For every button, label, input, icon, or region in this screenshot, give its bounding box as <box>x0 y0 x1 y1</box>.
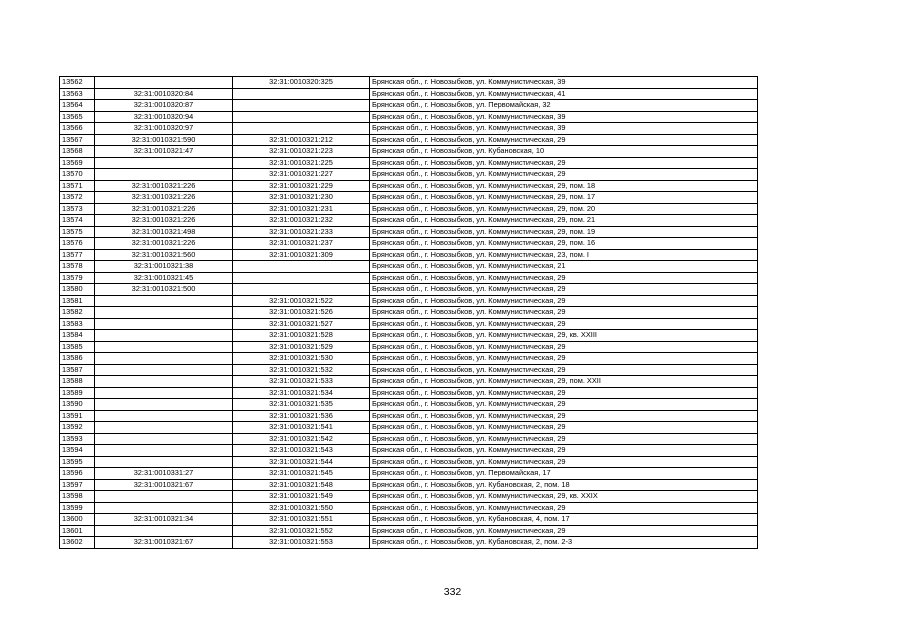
row-number-cell: 13601 <box>60 525 95 537</box>
cadastral-table-body <box>60 77 758 549</box>
building-cadastral-number-cell: 32:31:0010321:231 <box>233 203 370 215</box>
row-number-cell: 13597 <box>60 479 95 491</box>
land-cadastral-number-cell: 32:31:0010321:498 <box>95 226 233 238</box>
table-row <box>60 307 758 319</box>
land-cadastral-number-cell: 32:31:0010321:500 <box>95 284 233 296</box>
address-cell: Брянская обл., г. Новозыбков, ул. Кубановская, 4, пом. 17 <box>370 514 758 526</box>
building-cadastral-number-cell: 32:31:0010321:233 <box>233 226 370 238</box>
building-cadastral-number-cell: 32:31:0010321:530 <box>233 353 370 365</box>
table-row <box>60 157 758 169</box>
land-cadastral-number-cell <box>95 422 233 434</box>
row-number-cell: 13565 <box>60 111 95 123</box>
building-cadastral-number-cell: 32:31:0010321:552 <box>233 525 370 537</box>
land-cadastral-number-cell: 32:31:0010331:27 <box>95 468 233 480</box>
land-cadastral-number-cell <box>95 502 233 514</box>
table-row <box>60 433 758 445</box>
table-row <box>60 410 758 422</box>
land-cadastral-number-cell: 32:31:0010321:226 <box>95 215 233 227</box>
table-row <box>60 100 758 112</box>
land-cadastral-number-cell <box>95 433 233 445</box>
building-cadastral-number-cell: 32:31:0010321:225 <box>233 157 370 169</box>
table-row <box>60 330 758 342</box>
address-cell: Брянская обл., г. Новозыбков, ул. Коммунистическая, 29 <box>370 410 758 422</box>
row-number-cell: 13602 <box>60 537 95 549</box>
table-row <box>60 514 758 526</box>
row-number-cell: 13581 <box>60 295 95 307</box>
building-cadastral-number-cell <box>233 111 370 123</box>
building-cadastral-number-cell: 32:31:0010321:545 <box>233 468 370 480</box>
table-row <box>60 525 758 537</box>
address-cell: Брянская обл., г. Новозыбков, ул. Коммунистическая, 29, пом. 16 <box>370 238 758 250</box>
address-cell: Брянская обл., г. Новозыбков, ул. Коммунистическая, 29, пом. 19 <box>370 226 758 238</box>
row-number-cell: 13580 <box>60 284 95 296</box>
row-number-cell: 13586 <box>60 353 95 365</box>
address-cell: Брянская обл., г. Новозыбков, ул. Коммунистическая, 29, кв. XXIX <box>370 491 758 503</box>
table-row <box>60 238 758 250</box>
table-row <box>60 364 758 376</box>
address-cell: Брянская обл., г. Новозыбков, ул. Коммунистическая, 29 <box>370 364 758 376</box>
address-cell: Брянская обл., г. Новозыбков, ул. Коммунистическая, 39 <box>370 111 758 123</box>
address-cell: Брянская обл., г. Новозыбков, ул. Коммунистическая, 29 <box>370 272 758 284</box>
address-cell: Брянская обл., г. Новозыбков, ул. Коммунистическая, 41 <box>370 88 758 100</box>
table-row <box>60 203 758 215</box>
building-cadastral-number-cell: 32:31:0010321:535 <box>233 399 370 411</box>
table-row <box>60 341 758 353</box>
table-row <box>60 215 758 227</box>
building-cadastral-number-cell <box>233 100 370 112</box>
row-number-cell: 13575 <box>60 226 95 238</box>
building-cadastral-number-cell: 32:31:0010321:237 <box>233 238 370 250</box>
address-cell: Брянская обл., г. Новозыбков, ул. Кубановская, 10 <box>370 146 758 158</box>
building-cadastral-number-cell: 32:31:0010321:550 <box>233 502 370 514</box>
row-number-cell: 13600 <box>60 514 95 526</box>
building-cadastral-number-cell: 32:31:0010321:541 <box>233 422 370 434</box>
land-cadastral-number-cell <box>95 330 233 342</box>
address-cell: Брянская обл., г. Новозыбков, ул. Коммунистическая, 29 <box>370 456 758 468</box>
land-cadastral-number-cell: 32:31:0010320:87 <box>95 100 233 112</box>
land-cadastral-number-cell: 32:31:0010321:590 <box>95 134 233 146</box>
cadastral-table <box>59 76 758 549</box>
building-cadastral-number-cell: 32:31:0010321:232 <box>233 215 370 227</box>
table-row <box>60 479 758 491</box>
row-number-cell: 13574 <box>60 215 95 227</box>
table-row <box>60 318 758 330</box>
land-cadastral-number-cell: 32:31:0010321:560 <box>95 249 233 261</box>
table-row <box>60 399 758 411</box>
building-cadastral-number-cell: 32:31:0010321:212 <box>233 134 370 146</box>
building-cadastral-number-cell: 32:31:0010321:309 <box>233 249 370 261</box>
table-row <box>60 376 758 388</box>
land-cadastral-number-cell: 32:31:0010321:38 <box>95 261 233 273</box>
row-number-cell: 13588 <box>60 376 95 388</box>
land-cadastral-number-cell <box>95 387 233 399</box>
table-row <box>60 295 758 307</box>
address-cell: Брянская обл., г. Новозыбков, ул. Коммунистическая, 29 <box>370 295 758 307</box>
building-cadastral-number-cell: 32:31:0010321:533 <box>233 376 370 388</box>
land-cadastral-number-cell <box>95 341 233 353</box>
building-cadastral-number-cell: 32:31:0010321:549 <box>233 491 370 503</box>
building-cadastral-number-cell: 32:31:0010321:544 <box>233 456 370 468</box>
address-cell: Брянская обл., г. Новозыбков, ул. Кубановская, 2, пом. 18 <box>370 479 758 491</box>
land-cadastral-number-cell <box>95 410 233 422</box>
address-cell: Брянская обл., г. Новозыбков, ул. Коммунистическая, 39 <box>370 123 758 135</box>
building-cadastral-number-cell <box>233 261 370 273</box>
address-cell: Брянская обл., г. Новозыбков, ул. Кубановская, 2, пом. 2-3 <box>370 537 758 549</box>
address-cell: Брянская обл., г. Новозыбков, ул. Коммунистическая, 29 <box>370 502 758 514</box>
land-cadastral-number-cell <box>95 353 233 365</box>
address-cell: Брянская обл., г. Новозыбков, ул. Коммунистическая, 29, кв. XXIII <box>370 330 758 342</box>
address-cell: Брянская обл., г. Новозыбков, ул. Первомайская, 17 <box>370 468 758 480</box>
row-number-cell: 13595 <box>60 456 95 468</box>
building-cadastral-number-cell: 32:31:0010321:532 <box>233 364 370 376</box>
table-row <box>60 491 758 503</box>
row-number-cell: 13585 <box>60 341 95 353</box>
land-cadastral-number-cell <box>95 399 233 411</box>
row-number-cell: 13577 <box>60 249 95 261</box>
table-row <box>60 502 758 514</box>
table-row <box>60 387 758 399</box>
building-cadastral-number-cell: 32:31:0010321:543 <box>233 445 370 457</box>
building-cadastral-number-cell: 32:31:0010321:553 <box>233 537 370 549</box>
table-row <box>60 445 758 457</box>
table-row <box>60 123 758 135</box>
row-number-cell: 13573 <box>60 203 95 215</box>
row-number-cell: 13564 <box>60 100 95 112</box>
address-cell: Брянская обл., г. Новозыбков, ул. Коммунистическая, 29 <box>370 307 758 319</box>
address-cell: Брянская обл., г. Новозыбков, ул. Коммунистическая, 29 <box>370 525 758 537</box>
row-number-cell: 13583 <box>60 318 95 330</box>
address-cell: Брянская обл., г. Новозыбков, ул. Коммунистическая, 29 <box>370 387 758 399</box>
building-cadastral-number-cell: 32:31:0010321:227 <box>233 169 370 181</box>
address-cell: Брянская обл., г. Новозыбков, ул. Коммунистическая, 29 <box>370 445 758 457</box>
land-cadastral-number-cell: 32:31:0010320:84 <box>95 88 233 100</box>
row-number-cell: 13587 <box>60 364 95 376</box>
land-cadastral-number-cell <box>95 77 233 89</box>
address-cell: Брянская обл., г. Новозыбков, ул. Коммунистическая, 29, пом. 20 <box>370 203 758 215</box>
row-number-cell: 13591 <box>60 410 95 422</box>
land-cadastral-number-cell <box>95 525 233 537</box>
row-number-cell: 13568 <box>60 146 95 158</box>
address-cell: Брянская обл., г. Новозыбков, ул. Коммунистическая, 29, пом. 18 <box>370 180 758 192</box>
building-cadastral-number-cell: 32:31:0010321:229 <box>233 180 370 192</box>
address-cell: Брянская обл., г. Новозыбков, ул. Коммунистическая, 29, пом. XXII <box>370 376 758 388</box>
table-row <box>60 192 758 204</box>
land-cadastral-number-cell: 32:31:0010321:226 <box>95 180 233 192</box>
page-number: 332 <box>443 586 462 598</box>
land-cadastral-number-cell: 32:31:0010321:47 <box>95 146 233 158</box>
table-row <box>60 468 758 480</box>
table-row <box>60 272 758 284</box>
row-number-cell: 13567 <box>60 134 95 146</box>
row-number-cell: 13566 <box>60 123 95 135</box>
building-cadastral-number-cell: 32:31:0010321:551 <box>233 514 370 526</box>
address-cell: Брянская обл., г. Новозыбков, ул. Коммунистическая, 29 <box>370 353 758 365</box>
building-cadastral-number-cell <box>233 88 370 100</box>
row-number-cell: 13562 <box>60 77 95 89</box>
land-cadastral-number-cell: 32:31:0010320:97 <box>95 123 233 135</box>
land-cadastral-number-cell <box>95 157 233 169</box>
building-cadastral-number-cell: 32:31:0010321:223 <box>233 146 370 158</box>
land-cadastral-number-cell: 32:31:0010321:226 <box>95 203 233 215</box>
building-cadastral-number-cell: 32:31:0010321:548 <box>233 479 370 491</box>
row-number-cell: 13592 <box>60 422 95 434</box>
row-number-cell: 13578 <box>60 261 95 273</box>
address-cell: Брянская обл., г. Новозыбков, ул. Коммунистическая, 21 <box>370 261 758 273</box>
row-number-cell: 13593 <box>60 433 95 445</box>
address-cell: Брянская обл., г. Новозыбков, ул. Коммунистическая, 29 <box>370 422 758 434</box>
land-cadastral-number-cell: 32:31:0010321:226 <box>95 192 233 204</box>
table-row <box>60 169 758 181</box>
row-number-cell: 13589 <box>60 387 95 399</box>
table-row <box>60 146 758 158</box>
address-cell: Брянская обл., г. Новозыбков, ул. Коммунистическая, 29, пом. 21 <box>370 215 758 227</box>
row-number-cell: 13576 <box>60 238 95 250</box>
address-cell: Брянская обл., г. Новозыбков, ул. Коммунистическая, 29, пом. 17 <box>370 192 758 204</box>
row-number-cell: 13571 <box>60 180 95 192</box>
row-number-cell: 13572 <box>60 192 95 204</box>
address-cell: Брянская обл., г. Новозыбков, ул. Коммунистическая, 29 <box>370 399 758 411</box>
table-row <box>60 284 758 296</box>
row-number-cell: 13579 <box>60 272 95 284</box>
land-cadastral-number-cell: 32:31:0010321:226 <box>95 238 233 250</box>
building-cadastral-number-cell <box>233 272 370 284</box>
address-cell: Брянская обл., г. Новозыбков, ул. Коммунистическая, 29 <box>370 433 758 445</box>
row-number-cell: 13590 <box>60 399 95 411</box>
address-cell: Брянская обл., г. Новозыбков, ул. Коммунистическая, 39 <box>370 77 758 89</box>
building-cadastral-number-cell: 32:31:0010321:528 <box>233 330 370 342</box>
row-number-cell: 13569 <box>60 157 95 169</box>
land-cadastral-number-cell <box>95 307 233 319</box>
table-row <box>60 180 758 192</box>
row-number-cell: 13563 <box>60 88 95 100</box>
address-cell: Брянская обл., г. Новозыбков, ул. Коммунистическая, 29 <box>370 318 758 330</box>
table-row <box>60 134 758 146</box>
land-cadastral-number-cell <box>95 364 233 376</box>
building-cadastral-number-cell: 32:31:0010321:542 <box>233 433 370 445</box>
building-cadastral-number-cell: 32:31:0010321:534 <box>233 387 370 399</box>
building-cadastral-number-cell: 32:31:0010321:526 <box>233 307 370 319</box>
land-cadastral-number-cell <box>95 445 233 457</box>
table-row <box>60 111 758 123</box>
land-cadastral-number-cell: 32:31:0010321:67 <box>95 479 233 491</box>
building-cadastral-number-cell: 32:31:0010321:230 <box>233 192 370 204</box>
table-row <box>60 226 758 238</box>
row-number-cell: 13570 <box>60 169 95 181</box>
land-cadastral-number-cell <box>95 456 233 468</box>
address-cell: Брянская обл., г. Новозыбков, ул. Первомайская, 32 <box>370 100 758 112</box>
table-row <box>60 456 758 468</box>
address-cell: Брянская обл., г. Новозыбков, ул. Коммунистическая, 29 <box>370 157 758 169</box>
building-cadastral-number-cell <box>233 123 370 135</box>
table-row <box>60 261 758 273</box>
building-cadastral-number-cell: 32:31:0010321:536 <box>233 410 370 422</box>
row-number-cell: 13584 <box>60 330 95 342</box>
table-row <box>60 88 758 100</box>
address-cell: Брянская обл., г. Новозыбков, ул. Коммунистическая, 23, пом. I <box>370 249 758 261</box>
row-number-cell: 13599 <box>60 502 95 514</box>
address-cell: Брянская обл., г. Новозыбков, ул. Коммунистическая, 29 <box>370 284 758 296</box>
table-row <box>60 353 758 365</box>
building-cadastral-number-cell: 32:31:0010321:522 <box>233 295 370 307</box>
address-cell: Брянская обл., г. Новозыбков, ул. Коммунистическая, 29 <box>370 169 758 181</box>
row-number-cell: 13598 <box>60 491 95 503</box>
land-cadastral-number-cell: 32:31:0010321:45 <box>95 272 233 284</box>
address-cell: Брянская обл., г. Новозыбков, ул. Коммунистическая, 29 <box>370 341 758 353</box>
row-number-cell: 13596 <box>60 468 95 480</box>
land-cadastral-number-cell: 32:31:0010320:94 <box>95 111 233 123</box>
land-cadastral-number-cell: 32:31:0010321:67 <box>95 537 233 549</box>
land-cadastral-number-cell <box>95 376 233 388</box>
building-cadastral-number-cell: 32:31:0010321:527 <box>233 318 370 330</box>
land-cadastral-number-cell <box>95 491 233 503</box>
land-cadastral-number-cell <box>95 295 233 307</box>
table-row <box>60 249 758 261</box>
table-row <box>60 77 758 89</box>
building-cadastral-number-cell: 32:31:0010320:325 <box>233 77 370 89</box>
row-number-cell: 13582 <box>60 307 95 319</box>
building-cadastral-number-cell: 32:31:0010321:529 <box>233 341 370 353</box>
land-cadastral-number-cell: 32:31:0010321:34 <box>95 514 233 526</box>
table-row <box>60 422 758 434</box>
land-cadastral-number-cell <box>95 318 233 330</box>
row-number-cell: 13594 <box>60 445 95 457</box>
address-cell: Брянская обл., г. Новозыбков, ул. Коммунистическая, 29 <box>370 134 758 146</box>
table-row <box>60 537 758 549</box>
building-cadastral-number-cell <box>233 284 370 296</box>
land-cadastral-number-cell <box>95 169 233 181</box>
